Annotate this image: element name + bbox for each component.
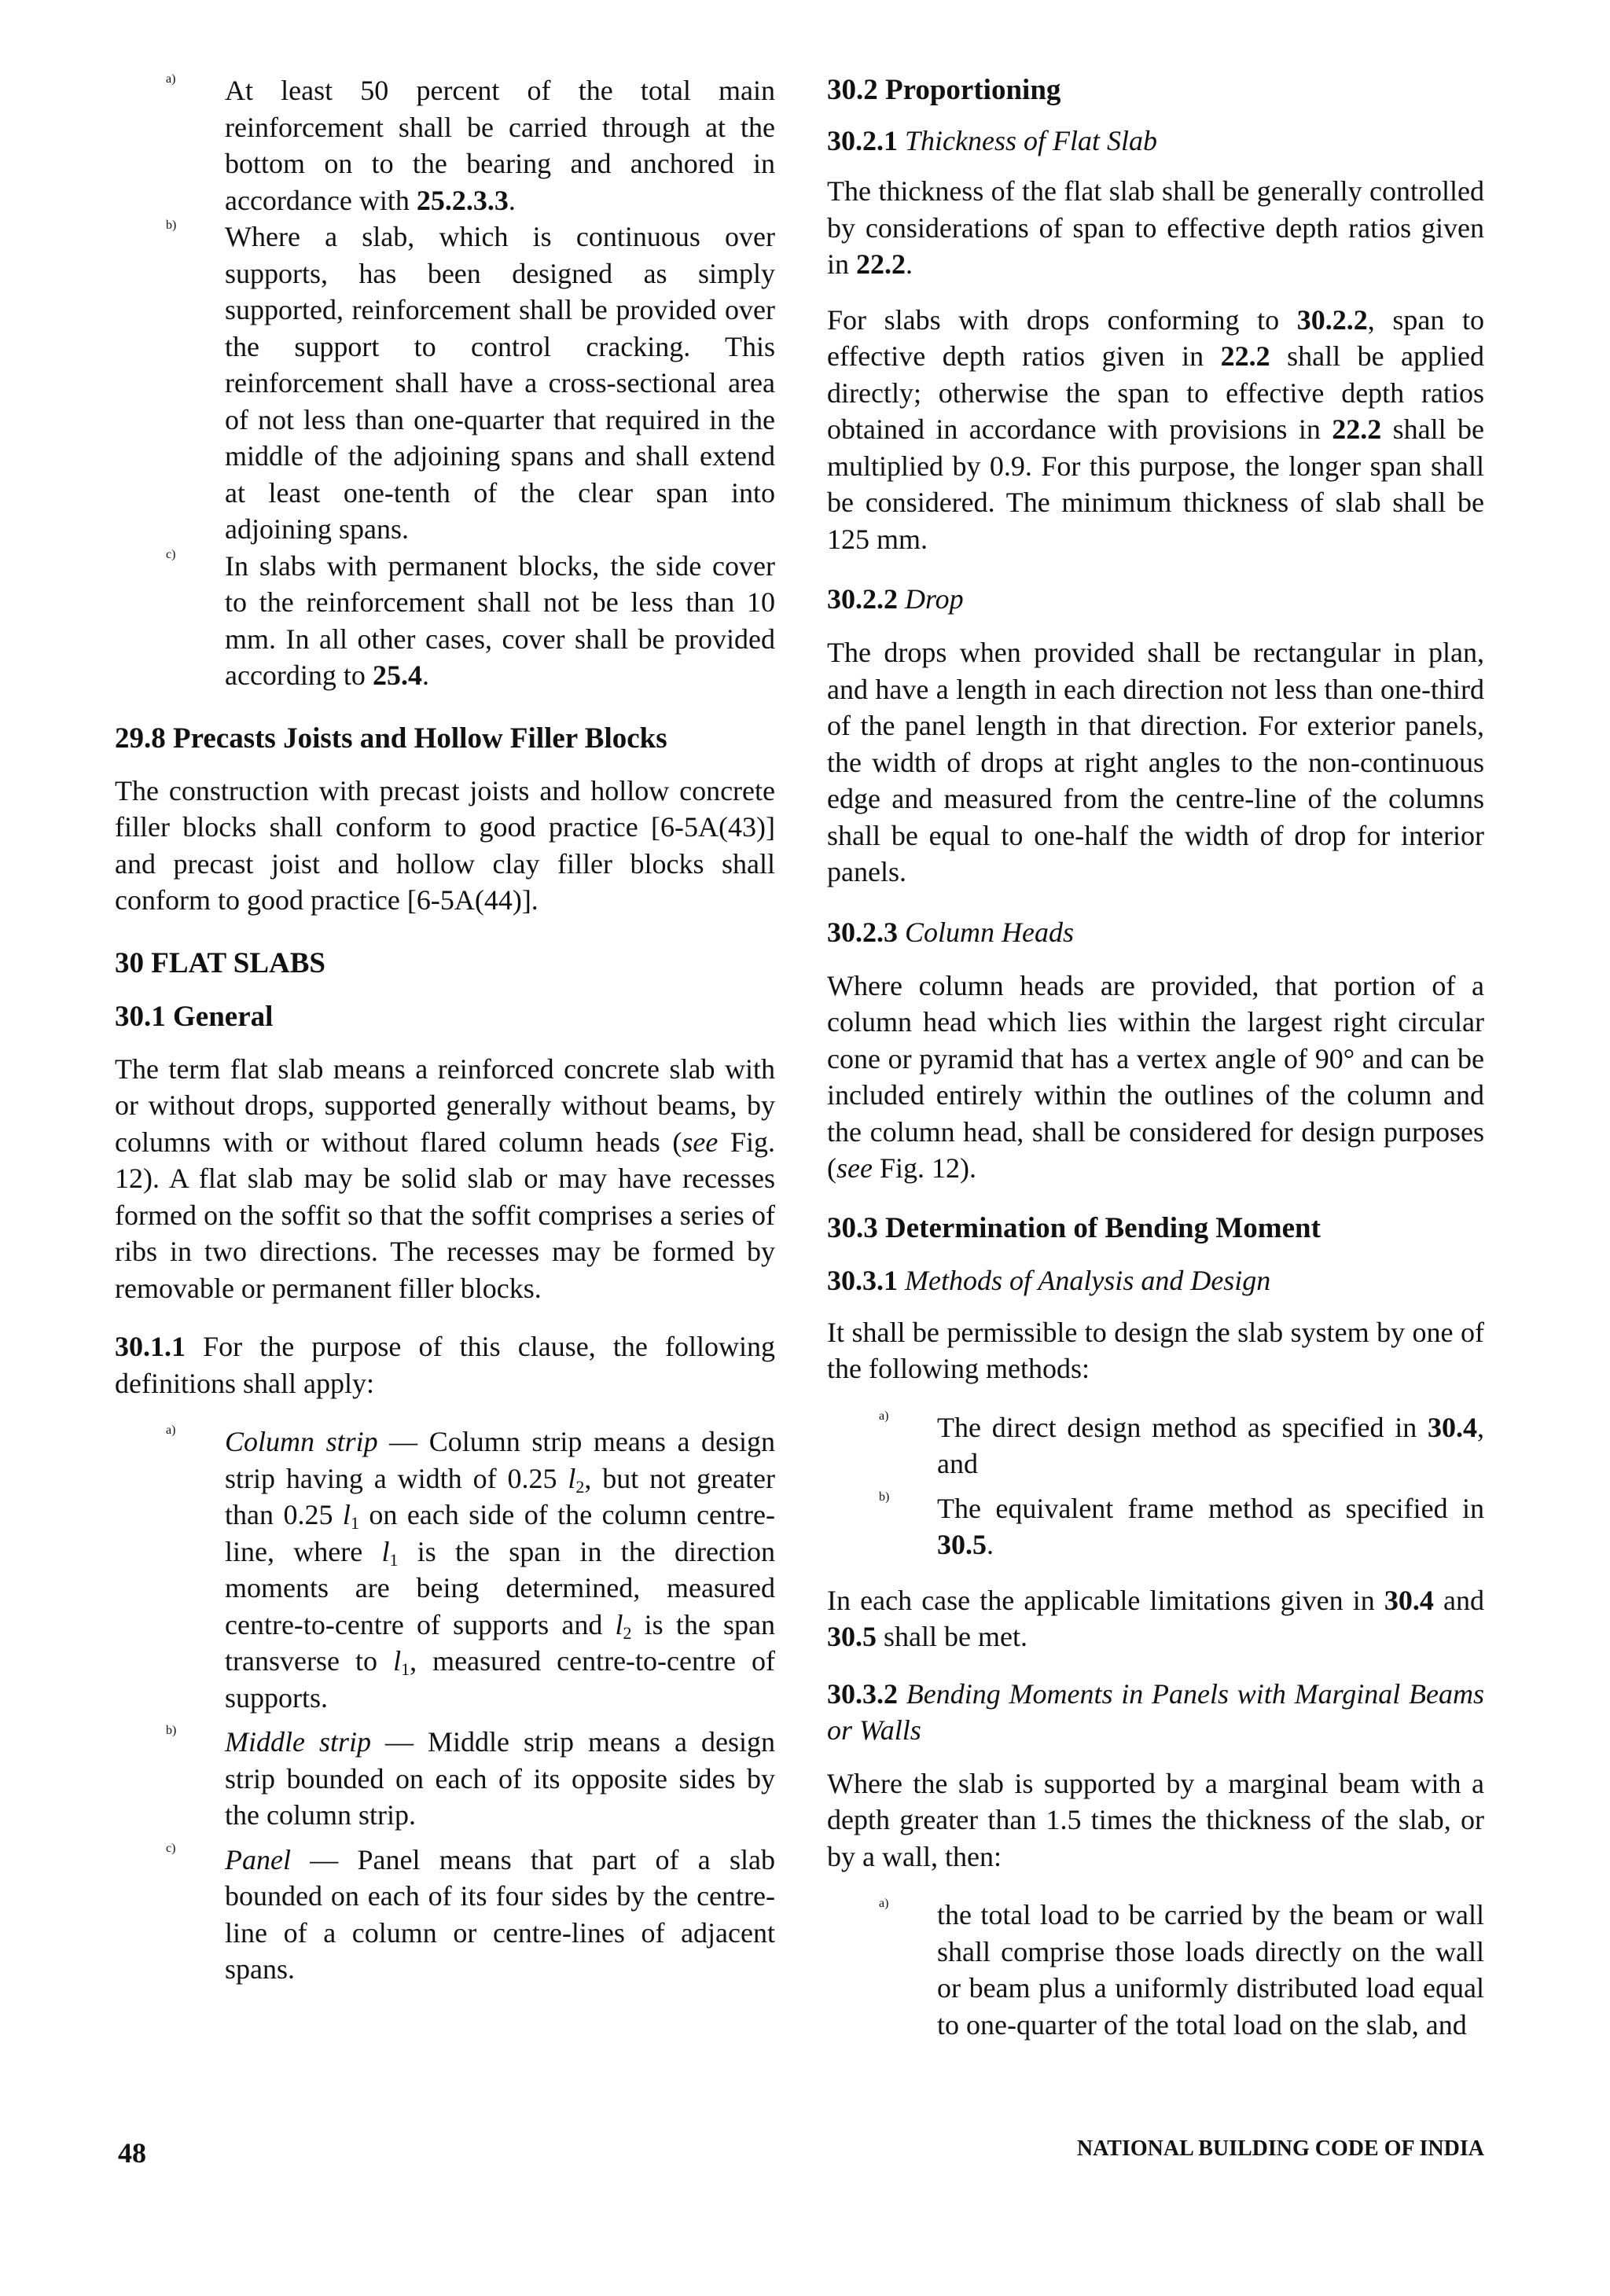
list-item: a) the total load to be carried by the beam or wall shall comprise those loads directly on the wall or beam plus a uniformly distributed load equal to one-quarter of the total load on the slab, and [827, 1897, 1484, 2043]
subsection-heading: 30.3.1 Methods of Analysis and Design [827, 1264, 1271, 1296]
section-heading-30-2: 30.2 Proportioning [827, 74, 1061, 106]
paragraph: The drops when provided shall be rectangular in plan, and have a length in each direction not less than one-third of the panel length in that direction. For exterior panels, the width of drops at right angles to the non-continuous edge and measured from the centre-line of the columns shall be equal to one-half the width of drop for interior panels. [827, 637, 1484, 887]
definition-text: Column strip — Column strip means a design strip having a width of 0.25 $l_2$, but not greater than 0.25 $l_1$ on each side of the column centre-line, where $l_1$ is the span in the direction moments are being determined, measured centre-to-centre of supports and $l_2$ is the span transverse to $l_1$, measured centre-to-centre of supports. [225, 1426, 776, 1714]
section-heading-30: 30 FLAT SLABS [115, 946, 325, 979]
paragraph: The term flat slab means a reinforced concrete slab with or without drops, supported generally without beams, by columns with or without flared column heads (see Fig. 12). A flat slab may be solid slab or may have recesses formed on the soffit so that the soffit comprises a series of ribs in two directions. The recesses may be formed by removable or permanent filler blocks. [115, 1052, 775, 1304]
section-heading-29-8: 29.8 Precasts Joists and Hollow Filler Blocks [115, 722, 667, 755]
paragraph: Where column heads are provided, that portion of a column head which lies within the largest right circular cone or pyramid that has a vertex angle of 90° and can be included entirely within the outlines of the column and the column head, shall be considered for design purposes (see Fig. 12). [827, 969, 1484, 1184]
paragraph: For slabs with drops conforming to 30.2.2, span to effective depth ratios given in 22.2 shall be applied directly; otherwise the span to effective depth ratios obtained in accordance with provisions in 22.2 shall be multiplied by 0.9. For this purpose, the longer span shall be considered. The minimum thickness of slab shall be 125 mm. [827, 303, 1484, 555]
subsection-heading: 30.3.2 Bending Moments in Panels with Marginal Beams or Walls [827, 1677, 1485, 1746]
list-item: a) At least 50 percent of the total main reinforcement shall be carried through at the bottom on to the bearing and anchored in accordance with 25.2.3.3. [115, 72, 775, 219]
section-heading-30-1: 30.1 General [115, 1000, 274, 1033]
paragraph: Where the slab is supported by a marginal beam with a depth greater than 1.5 times the thickness of the slab, or by a wall, then: [827, 1767, 1484, 1872]
list-item: a) The direct design method as specified in 30.4, and [827, 1409, 1484, 1482]
paragraph: In each case the applicable limitations given in 30.4 and 30.5 shall be met. [827, 1584, 1484, 1652]
list-item: c) In slabs with permanent blocks, the side cover to the reinforcement shall not be less than 10 mm. In all other cases, cover shall be provided according to 25.4. [115, 548, 775, 694]
list-item-text: The equivalent frame method as specified in 30.5. [937, 1492, 1484, 1560]
list-item-text: The direct design method as specified in 30.4, and [937, 1411, 1484, 1479]
list-item-text: At least 50 percent of the total main reinforcement shall be carried through at the bottom on to the bearing and anchored in accordance with 25.2.3.3. [225, 75, 775, 216]
left-column [115, 72, 775, 1988]
subsection-heading: 30.2.3 Column Heads [827, 916, 1074, 948]
list-item: b) The equivalent frame method as specified in 30.5. [827, 1490, 1484, 1563]
right-column [827, 72, 1484, 2043]
definition-text: Middle strip — Middle strip means a design strip bounded on each of its opposite sides by the column strip. [225, 1726, 776, 1831]
definition-text: Panel — Panel means that part of a slab bounded on each of its four sides by the centre-line of a column or centre-lines of adjacent spans. [225, 1843, 776, 1985]
subsection-heading: 30.2.2 Drop [827, 583, 964, 615]
section-heading-30-3: 30.3 Determination of Bending Moment [827, 1211, 1321, 1244]
definition-item: b) Middle strip — Middle strip means a design strip bounded on each of its opposite sides by the column strip. [115, 1724, 775, 1834]
list-item-text: In slabs with permanent blocks, the side cover to the reinforcement shall not be less than 10 mm. In all other cases, cover shall be provided according to 25.4. [225, 549, 775, 691]
list-item-text: Where a slab, which is continuous over supports, has been designed as simply supported, reinforcement shall be provided over the support to control cracking. This reinforcement shall have a cross-sectional area of not less than one-quarter that required in the middle of the adjoining spans and shall extend at least one-tenth of the clear span into adjoining spans. [225, 221, 775, 545]
paragraph: The thickness of the flat slab shall be generally controlled by considerations of span to effective depth ratios given in 22.2. [827, 175, 1484, 280]
page-number: 48 [118, 2137, 146, 2169]
paragraph: It shall be permissible to design the slab system by one of the following methods: [827, 1316, 1484, 1384]
definition-item: a) Column strip — Column strip means a design strip having a width of 0.25 $l_2$, but not greater than 0.25 $l_1$ on each side of the column centre-line, where $l_1$ is the span in the direction moments are being determined, measured centre-to-centre of supports and $l_2$ is the span transverse to $l_1$, measured centre-to-centre of supports. [115, 1424, 775, 1716]
list-item-text: the total load to be carried by the beam or wall shall comprise those loads directly on the wall or beam plus a uniformly distributed load equal to one-quarter of the total load on the slab, and [937, 1899, 1484, 2041]
paragraph: The construction with precast joists and hollow concrete filler blocks shall conform to good practice [6-5A(43)] and precast joist and hollow clay filler blocks shall conform to good practice [6-5A(44)]. [115, 774, 775, 916]
subsection-heading: 30.2.1 Thickness of Flat Slab [827, 125, 1157, 156]
publication-title: NATIONAL BUILDING CODE OF INDIA [1076, 2136, 1484, 2161]
list-item: b) Where a slab, which is continuous over supports, has been designed as simply supported, reinforcement shall be provided over the support to control cracking. This reinforcement shall have a cross-sectional area of not less than one-quarter that required in the middle of the adjoining spans and shall extend at least one-tenth of the clear span into adjoining spans. [115, 219, 775, 548]
definition-item: c) Panel — Panel means that part of a slab bounded on each of its four sides by the centre-line of a column or centre-lines of adjacent spans. [115, 1842, 775, 1988]
paragraph: 30.1.1 For the purpose of this clause, the following definitions shall apply: [115, 1331, 775, 1399]
